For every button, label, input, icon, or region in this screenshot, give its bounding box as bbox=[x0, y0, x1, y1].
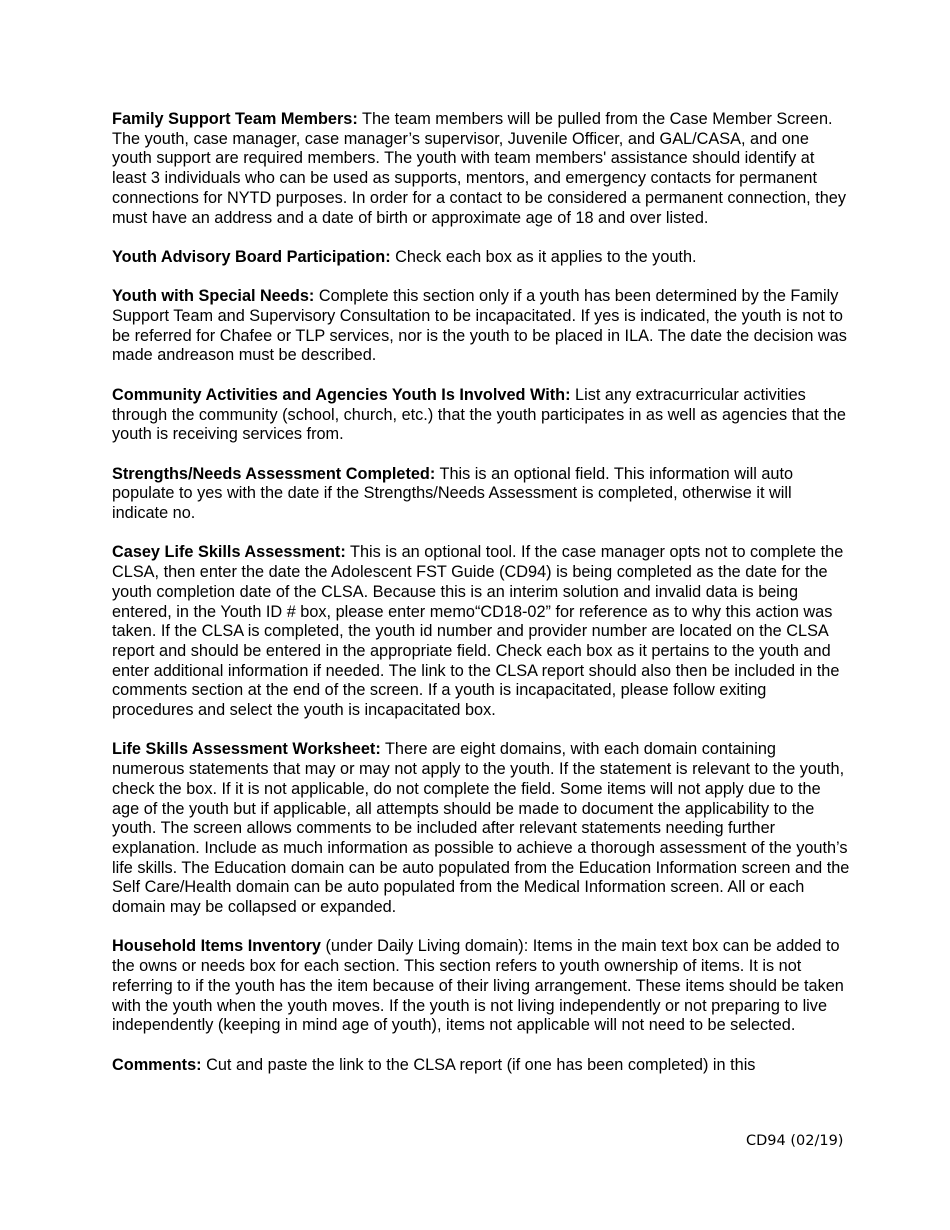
section-community-activities bbox=[112, 386, 852, 445]
section-text: There are eight domains, with each domain containing numerous statements that may or may not apply to the youth. If the statement is relevant to the youth, check the box. If it is not applicable, do not complete the field. Some items will not apply due to the age of the youth but if applicable, all attempts should be made to document the applicability to the youth. The screen allows comments to be included after relevant statements needing further explanation. Include as much information as possible to achieve a thorough assessment of the youth’s life skills. The Education domain can be auto populated from the Education Information screen and the Self Care/Health domain can be auto populated from the Medical Information screen. All or each domain may be collapsed or expanded. bbox=[112, 740, 850, 917]
document-body bbox=[112, 110, 852, 1095]
section-text: (under Daily Living domain): Items in the main text box can be added to the owns or needs box for each section. This section refers to youth ownership of items. It is not referring to if the youth has the item because of their living arrangement. These items should be taken with the youth when the youth moves. If the youth is not living independently or not preparing to live independently (keeping in mind age of youth), items not applicable will not need to be selected. bbox=[112, 937, 844, 1035]
section-heading: Youth Advisory Board Participation: bbox=[112, 247, 391, 266]
section-life-skills-assessment-worksheet bbox=[112, 740, 852, 917]
section-text: Check each box as it applies to the youth. bbox=[390, 247, 697, 266]
section-text: The team members will be pulled from the Case Member Screen. The youth, case manager, case manager’s supervisor, Juvenile Officer, and GAL/CASA, and one youth support are required members. The youth with team members' assistance should identify at least 3 individuals who can be used as supports, mentors, and emergency contacts for permanent connections for NYTD purposes. In order for a contact to be considered a permanent connection, they must have an address and a date of birth or approximate age of 18 and over listed. bbox=[112, 110, 846, 227]
section-heading: Community Activities and Agencies Youth Is Involved With: bbox=[112, 385, 571, 404]
section-heading: Life Skills Assessment Worksheet: bbox=[112, 740, 381, 759]
section-casey-life-skills-assessment bbox=[112, 543, 852, 720]
section-text: This is an optional field. This information will auto populate to yes with the date if the Strengths/Needs Assessment is completed, otherwise it will indicate no. bbox=[112, 464, 794, 522]
section-family-support-team-members bbox=[112, 110, 852, 228]
section-youth-with-special-needs bbox=[112, 287, 852, 366]
section-youth-advisory-board-participation bbox=[112, 248, 852, 268]
section-comments bbox=[112, 1056, 852, 1076]
section-text: Complete this section only if a youth has been determined by the Family Support Team and Supervisory Consultation to be incapacitated. If yes is indicated, the youth is not to be referred for Chafee or TLP services, nor is the youth to be placed in ILA. The date the decision was made andreason must be described. bbox=[112, 287, 847, 365]
section-heading: Youth with Special Needs: bbox=[112, 287, 315, 306]
section-text: This is an optional tool. If the case manager opts not to complete the CLSA, then enter the date the Adolescent FST Guide (CD94) is being completed as the date for the youth completion date of the CLSA. Because this is an interim solution and invalid data is being entered, in the Youth ID # box, please enter memo“CD18-02” for reference as to why this action was taken. If the CLSA is completed, the youth id number and provider number are located on the CLSA report and should be entered in the appropriate field. Check each box as it pertains to the youth and enter additional information if needed. The link to the CLSA report should also then be included in the comments section at the end of the screen. If a youth is incapacitated, please follow exiting procedures and select the youth is incapacitated box. bbox=[112, 543, 844, 720]
section-heading: Casey Life Skills Assessment: bbox=[112, 543, 346, 562]
section-text: Cut and paste the link to the CLSA report (if one has been completed) in this bbox=[201, 1055, 756, 1074]
section-heading: Strengths/Needs Assessment Completed: bbox=[112, 464, 436, 483]
form-code-footer: CD94 (02/19) bbox=[746, 1133, 844, 1149]
section-heading: Family Support Team Members: bbox=[112, 110, 358, 128]
section-strengths-needs-assessment bbox=[112, 465, 852, 524]
section-heading: Household Items Inventory bbox=[112, 937, 321, 956]
section-household-items-inventory bbox=[112, 937, 852, 1036]
section-text: List any extracurricular activities through the community (school, church, etc.) that the youth participates in as well as agencies that the youth is receiving services from. bbox=[112, 385, 846, 444]
section-heading: Comments: bbox=[112, 1055, 202, 1074]
